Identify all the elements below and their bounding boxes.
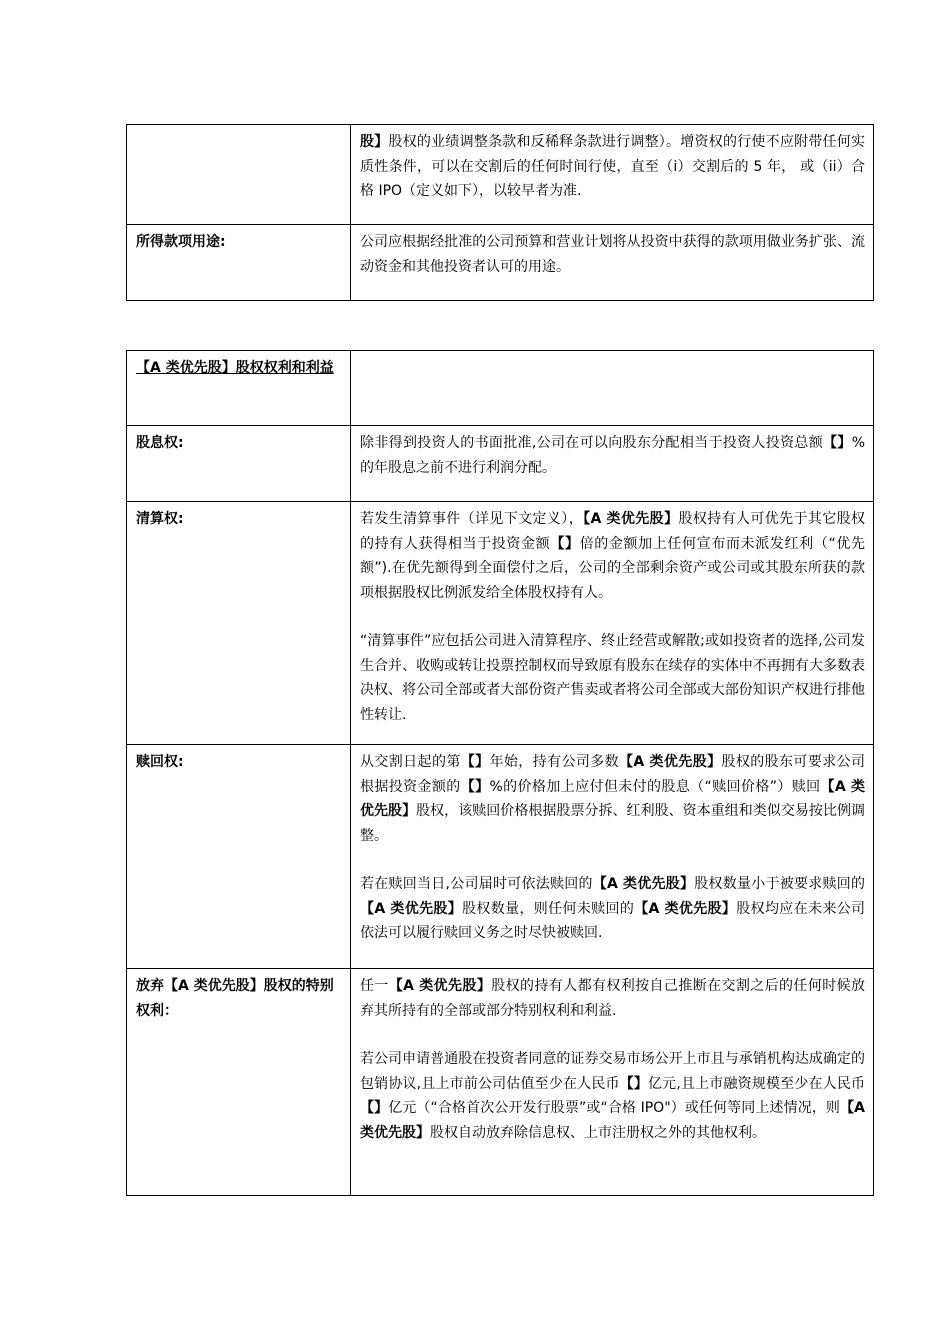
paragraph <box>360 230 865 279</box>
text-run: “清算事件”应包括公司进入清算程序、终止经营或解散;或如投资者的选择,公司发生合并、收购或转让投票控制权而导致原有股东在续存的实体中不再拥有大多数表决权、将公司全部或者大部份资产售卖或者将公司全部或大部份知识产权进行排他性转让. <box>360 633 865 723</box>
emphasis-text: 【A 类优先股】 <box>388 978 492 994</box>
paragraph <box>360 431 865 480</box>
table-row <box>127 745 874 969</box>
emphasis-text: 【】 <box>460 778 490 795</box>
table-row <box>127 502 874 745</box>
table-row <box>127 225 874 301</box>
emphasis-text: 【】 <box>460 754 490 770</box>
row-content <box>351 969 874 1196</box>
emphasis-text: 【A 类优先股】 <box>360 900 463 917</box>
text-run: 若在赎回当日,公司届时可依法赎回的 <box>360 876 593 892</box>
row-content <box>351 745 874 969</box>
text-run: %的价格加上应付但未付的股息（“赎回价格”）赎回 <box>489 778 821 795</box>
text-run: 股权，该赎回价格根据股票分拆、红利股、资本重组和类似交易按比例调整。 <box>360 803 866 844</box>
row-content <box>351 125 874 225</box>
emphasis-text: 【A 类优先股】 <box>360 1100 865 1141</box>
table-row <box>127 125 874 225</box>
emphasis-text: 【A 类优先股】 <box>583 511 679 527</box>
emphasis-text: 【A 类优先股】 <box>619 754 722 770</box>
paragraph <box>360 872 865 946</box>
emphasis-text: 【】 <box>823 435 852 451</box>
text-run: 股权数量小于被要求赎回的 <box>694 876 866 892</box>
text-run: 股权持有人可优先于其它股权的持有人获得相当于投资金额 <box>360 511 866 552</box>
row-label: 股息权: <box>127 426 351 502</box>
text-run: 任一 <box>360 978 389 994</box>
terms-table-1 <box>126 124 874 301</box>
emphasis-text: 股】 <box>360 134 389 150</box>
text-run: %的年股息之前不进行利润分配。 <box>360 435 866 476</box>
text-run: 亿元（“合格首次公开发行股票”或“合格 IPO"）或任何等同上述情况，则 <box>388 1100 841 1116</box>
emphasis-text: 【】 <box>360 1100 389 1116</box>
text-run: 倍的金额加上任何宣布而未派发红利（“优先额”).在优先额得到全面偿付之后，公司的全部剩余资产或公司或其股东所获的款项根据股权比例派发给全体股权持有人。 <box>360 535 865 601</box>
emphasis-text: 【A 类优先股】 <box>634 900 737 917</box>
table-header-row <box>127 351 874 426</box>
paragraph <box>360 1047 865 1145</box>
text-run: 公司应根据经批准的公司预算和营业计划将从投资中获得的款项用做业务扩张、流动资金和其他投资者认可的用途。 <box>360 234 865 275</box>
section-heading: 【A 类优先股】股权权利和利益 <box>127 351 351 426</box>
table-row <box>127 969 874 1196</box>
terms-table-2 <box>126 350 874 1196</box>
text-run: 股权的股东可要求公司根据投资金额的 <box>360 754 865 795</box>
paragraph <box>360 130 865 204</box>
empty-cell <box>351 351 874 426</box>
text-run: 股权数量，则任何未赎回的 <box>462 900 635 917</box>
text-run: 股权自动放弃除信息权、上市注册权之外的其他权利。 <box>430 1124 766 1141</box>
row-content <box>351 426 874 502</box>
paragraph <box>360 750 865 848</box>
paragraph <box>360 507 865 605</box>
row-label: 清算权: <box>127 502 351 745</box>
row-label <box>127 125 351 225</box>
text-run: 年始，持有公司多数 <box>489 754 620 770</box>
row-label: 赎回权: <box>127 745 351 969</box>
row-content <box>351 225 874 301</box>
text-run: 股权的业绩调整条款和反稀释条款进行调整）。增资权的行使不应附带任何实质性条件，可以在交割后的任何时间行使，直至（i）交割后的 5 年， 或（ii）合格 IPO（定义如下），以较早者为准. <box>360 134 866 199</box>
text-run: 除非得到投资人的书面批准,公司在可以向股东分配相当于投资人投资总额 <box>360 435 824 451</box>
table-row <box>127 426 874 502</box>
emphasis-text: 【】 <box>619 1075 649 1092</box>
emphasis-text: 【A 类优先股】 <box>360 778 866 819</box>
text-run: 若发生清算事件（详见下文定义）， <box>360 511 584 527</box>
text-run: 股权均应在未来公司依法可以履行赎回义务之时尽快被赎回. <box>360 900 866 941</box>
paragraph <box>360 629 865 727</box>
row-label: 放弃【A 类优先股】股权的特别权利： <box>127 969 351 1196</box>
row-label: 所得款项用途: <box>127 225 351 301</box>
row-content <box>351 502 874 745</box>
emphasis-text: 【】 <box>550 535 580 552</box>
text-run: 股权的持有人都有权利按自己推断在交割之后的任何时候放弃其所持有的全部或部分特别权利和利益. <box>360 978 865 1019</box>
text-run: 从交割日起的第 <box>360 754 461 770</box>
emphasis-text: 【A 类优先股】 <box>592 876 695 892</box>
text-run: 亿元,且上市融资规模至少在人民币 <box>648 1075 866 1092</box>
paragraph <box>360 974 865 1023</box>
text-run: 若公司申请普通股在投资者同意的证券交易市场公开上市且与承销机构达成确定的包销协议,且上市前公司估值至少在人民币 <box>360 1051 865 1092</box>
